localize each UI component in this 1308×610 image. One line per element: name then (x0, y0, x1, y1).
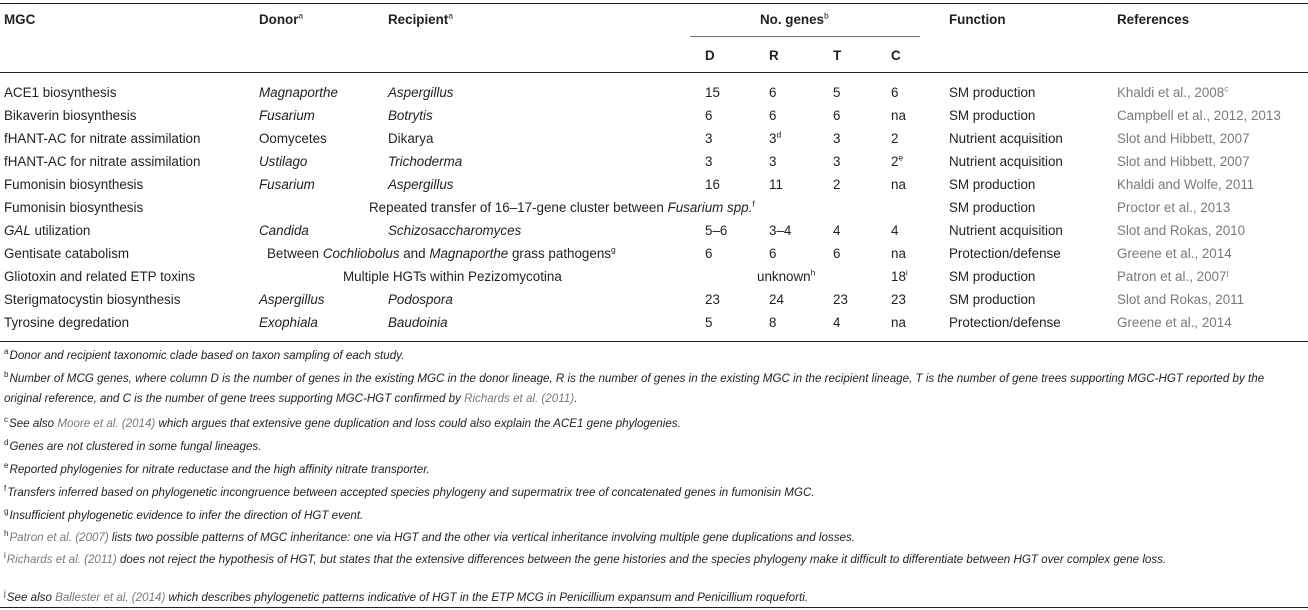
col-header-t: T (833, 48, 842, 63)
row-t: 2 (833, 177, 841, 192)
row-recipient: Schizosaccharomyces (388, 223, 522, 238)
row-function: SM production (949, 200, 1036, 215)
row-r: 6 (769, 85, 777, 100)
row-function: SM production (949, 85, 1036, 100)
row-reference: Proctor et al., 2013 (1117, 200, 1231, 215)
col-header-mgc: MGC (4, 12, 36, 27)
row-r: 6 (769, 108, 777, 123)
row-c: na (891, 108, 906, 123)
row-r: 8 (769, 315, 777, 330)
row-c: na (891, 246, 906, 261)
footnote-reference-link[interactable]: Richards et al. (2011) (464, 391, 575, 405)
row-mgc: Gliotoxin and related ETP toxins (4, 269, 196, 284)
row-donor: Fusarium (259, 177, 315, 192)
row-function: SM production (949, 177, 1036, 192)
row-donor: Fusarium (259, 108, 315, 123)
row-recipient: Botrytis (388, 108, 433, 123)
row-reference: Slot and Hibbett, 2007 (1117, 154, 1250, 169)
row-r: 6 (769, 246, 777, 261)
col-header-c: C (891, 48, 901, 63)
row-t: 6 (833, 246, 841, 261)
top-rule (0, 3, 1308, 4)
footnote-reference-link[interactable]: Moore et al. (2014) (57, 417, 156, 430)
row-mgc: Bikaverin biosynthesis (4, 108, 137, 123)
row-c: 6 (891, 85, 899, 100)
footnote-g: $^g$Insufficient phylogenetic evidence to infer the direction of HGT event. (4, 507, 364, 522)
row-mgc: Tyrosine degredation (4, 315, 130, 330)
col-header-donor: Donor$^a$ (259, 10, 304, 27)
row-mgc: Gentisate catabolism (4, 246, 130, 261)
row-d: 15 (705, 85, 720, 100)
row-d: 3 (705, 131, 713, 146)
row-r: 24 (769, 292, 784, 307)
row-d: 6 (705, 246, 713, 261)
row-mgc: ACE1 biosynthesis (4, 85, 117, 100)
col-header-references: References (1117, 12, 1190, 27)
footnote-reference-link[interactable]: Ballester et al. (2014) (55, 591, 166, 604)
row-t: 5 (833, 85, 841, 100)
row-mgc: GAL utilization (4, 223, 91, 238)
row-reference: Patron et al., 2007$^j$ (1117, 267, 1229, 284)
row-donor: Oomycetes (259, 131, 327, 146)
footnote-reference-link[interactable]: Richards et al. (2011) (6, 553, 117, 566)
row-d: 6 (705, 108, 713, 123)
row-reference: Campbell et al., 2012, 2013 (1117, 108, 1281, 123)
row-mgc: Fumonisin biosynthesis (4, 200, 144, 215)
row-t: 6 (833, 108, 841, 123)
row-r: 3 (769, 154, 777, 169)
row-d: 16 (705, 177, 720, 192)
row-function: Nutrient acquisition (949, 154, 1063, 169)
row-mgc: Sterigmatocystin biosynthesis (4, 292, 181, 307)
row-d: 5 (705, 315, 713, 330)
row-c: na (891, 177, 906, 192)
row-unknown: unknown$^h$ (757, 267, 816, 284)
row-recipient: Podospora (388, 292, 453, 307)
col-header-d: D (705, 48, 715, 63)
row-c: 2e (891, 152, 904, 169)
row-c: 23 (891, 292, 906, 307)
col-header-recipient: Recipient$^a$ (388, 10, 454, 27)
footnote-reference-link[interactable]: Patron et al. (2007) (9, 531, 109, 544)
row-mgc: fHANT-AC for nitrate assimilation (4, 131, 201, 146)
row-function: Protection/defense (949, 315, 1061, 330)
row-t: 4 (833, 315, 841, 330)
row-t: 4 (833, 223, 841, 238)
no-genes-rule (690, 36, 920, 37)
footnote-i: $^i$Richards et al. (2011) does not reject the hypothesis of HGT, but states that the extensive differences between the gene histories and the species phylogeny make it difficult to differentiate between HGT over complex gene loss. (4, 551, 1167, 566)
row-recipient: Baudoinia (388, 315, 448, 330)
row-function: Protection/defense (949, 246, 1061, 261)
row-r: 3$^d$ (769, 129, 782, 146)
row-d: 23 (705, 292, 720, 307)
row-t: 23 (833, 292, 848, 307)
row-donor: Aspergillus (259, 292, 325, 307)
col-header-function: Function (949, 12, 1006, 27)
header-bottom-rule (0, 72, 1308, 73)
row-reference: Slot and Hibbett, 2007 (1117, 131, 1250, 146)
footnote-h: $^h$Patron et al. (2007) lists two possible patterns of MGC inheritance: one via HGT and the other via vertical inheritance involving multiple gene duplications and losses. (4, 529, 855, 544)
row-donor: Candida (259, 223, 309, 238)
row-donor: Exophiala (259, 315, 318, 330)
row-function: Nutrient acquisition (949, 223, 1063, 238)
footnote-e: $^e$Reported phylogenies for nitrate reductase and the high affinity nitrate transporter. (4, 461, 430, 476)
row-d: 3 (705, 154, 713, 169)
row-mgc: Fumonisin biosynthesis (4, 177, 144, 192)
row-c: 18$^i$ (891, 267, 908, 284)
row-mgc: fHANT-AC for nitrate assimilation (4, 154, 201, 169)
footnote-f: $^f$Transfers inferred based on phylogenetic incongruence between accepted species phylogeny and supermatrix tree of concatenated genes in fumonisin MGC. (4, 484, 815, 499)
col-header-r: R (769, 48, 779, 63)
row-t: 3 (833, 154, 841, 169)
row-c: 4 (891, 223, 899, 238)
footnote-bottom-rule (0, 607, 1308, 608)
footnote-a: $^a$Donor and recipient taxonomic clade based on taxon sampling of each study. (4, 347, 405, 362)
row-d: 5–6 (705, 223, 728, 238)
row-reference: Greene et al., 2014 (1117, 246, 1232, 261)
row-donor: Magnaporthe (259, 85, 338, 100)
footnote-c: $^c$See also Moore et al. (2014) which argues that extensive gene duplication and loss could also explain the ACE1 gene phylogenies. (4, 415, 681, 430)
row-reference: Khaldi and Wolfe, 2011 (1117, 177, 1255, 192)
row-function: SM production (949, 292, 1036, 307)
footnote-j: $^j$See also Ballester et al. (2014) which describes phylogenetic patterns indicative of HGT in the ETP MCG in Penicillium expansum and Penicillium roqueforti. (4, 589, 808, 604)
row-recipient: Trichoderma (388, 154, 463, 169)
row-t: 3 (833, 131, 841, 146)
col-header-no-genes: No. genes$^b$ (760, 10, 829, 27)
row-r: 3–4 (769, 223, 792, 238)
row-reference: Slot and Rokas, 2011 (1117, 292, 1245, 307)
row-spanning-description: Repeated transfer of 16–17-gene cluster between Fusarium spp.$^f$ (369, 198, 755, 215)
row-recipient: Aspergillus (388, 177, 454, 192)
row-spanning-description: Between Cochliobolus and Magnaporthe grass pathogens$^g$ (267, 244, 616, 261)
row-c: 2 (891, 131, 899, 146)
row-c: na (891, 315, 906, 330)
row-reference: Khaldi et al., 2008$^c$ (1117, 83, 1229, 100)
row-function: Nutrient acquisition (949, 131, 1063, 146)
row-donor: Ustilago (259, 154, 308, 169)
row-reference: Greene et al., 2014 (1117, 315, 1232, 330)
row-r: 11 (769, 177, 783, 192)
row-recipient: Aspergillus (388, 85, 454, 100)
row-spanning-description: Multiple HGTs within Pezizomycotina (343, 269, 562, 284)
row-function: SM production (949, 269, 1036, 284)
row-function: SM production (949, 108, 1036, 123)
row-reference: Slot and Rokas, 2010 (1117, 223, 1246, 238)
footnote-d: $^d$Genes are not clustered in some fungal lineages. (4, 438, 262, 453)
row-recipient: Dikarya (388, 131, 434, 146)
footnote-b: $^b$Number of MCG genes, where column D is the number of genes in the existing MGC in the donor lineage, R is the number of genes in the existing MGC in the recipient lineage, T is the number of gene trees supporting MGC-HGT reported by the original reference, and C is the number of gene trees supporting MGC-HGT confirmed by Richards et al. (2011). (4, 370, 1265, 405)
table-bottom-rule (0, 341, 1308, 342)
